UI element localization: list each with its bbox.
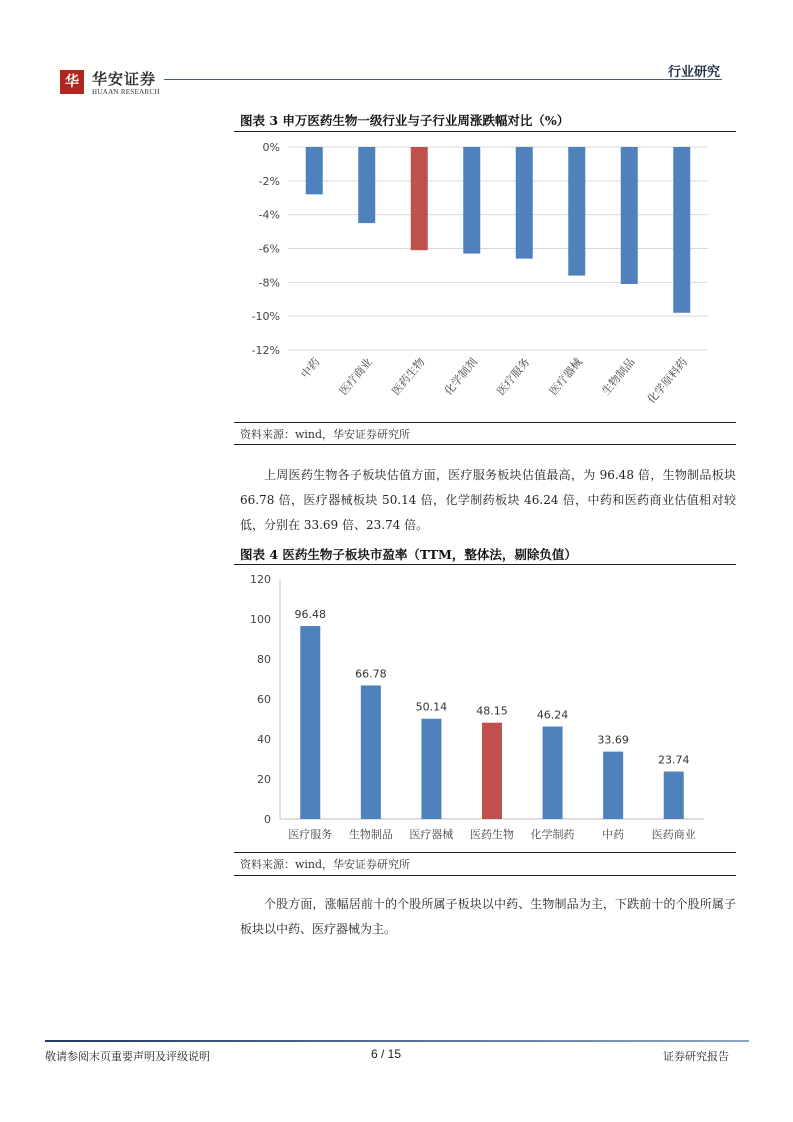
y-tick-label: -2% [258, 174, 280, 188]
y-tick-label: 60 [257, 693, 271, 706]
x-tick-label: 中药 [298, 355, 323, 381]
header-divider [164, 79, 722, 80]
x-tick-label: 医疗器械 [409, 828, 454, 841]
data-label: 48.15 [476, 704, 508, 718]
x-tick-label: 医疗服务 [494, 355, 533, 398]
bar [361, 685, 381, 819]
figure4-source-rule [234, 852, 736, 853]
figure3-source-rule [234, 422, 736, 423]
logo-name-en: HUAAN RESEARCH [92, 88, 160, 96]
footer-divider [45, 1040, 749, 1042]
x-tick-label: 化学原料药 [644, 355, 691, 407]
figure3-chart [234, 132, 736, 420]
x-tick-label: 医药商业 [651, 828, 696, 841]
y-tick-label: 0 [264, 813, 271, 826]
page-number: 6 / 15 [371, 1047, 402, 1061]
bar [543, 727, 563, 819]
bar [411, 147, 428, 250]
x-tick-label: 医疗器械 [546, 355, 586, 398]
bar [673, 147, 690, 313]
y-tick-label: -4% [258, 208, 280, 222]
body-paragraph-valuation [240, 463, 736, 538]
company-logo [60, 66, 160, 100]
x-tick-label: 化学制剂 [441, 355, 481, 398]
bar [516, 147, 533, 259]
footer-report-type: 证券研究报告 [663, 1050, 729, 1063]
bar [300, 626, 320, 819]
data-label: 66.78 [355, 667, 387, 681]
data-label: 96.48 [294, 608, 327, 622]
x-tick-label: 医疗商业 [336, 355, 376, 398]
figure3-title: 图表 3 申万医药生物一级行业与子行业周涨跌幅对比（%） [240, 113, 570, 128]
bar [306, 147, 323, 194]
report-category: 行业研究 [667, 65, 720, 80]
data-label: 50.14 [415, 700, 448, 714]
y-tick-label: -6% [258, 242, 280, 256]
figure3-source: 资料来源：wind，华安证券研究所 [240, 428, 411, 441]
x-tick-label: 医疗服务 [288, 828, 333, 841]
figure4-top-rule [234, 564, 736, 565]
y-tick-label: 100 [250, 613, 271, 626]
data-label: 46.24 [536, 708, 569, 722]
bar [664, 772, 684, 819]
y-tick-label: 40 [257, 733, 271, 746]
bar [603, 752, 623, 819]
x-tick-label: 医药生物 [470, 828, 514, 841]
footer-disclaimer: 敬请参阅末页重要声明及评级说明 [45, 1050, 210, 1063]
paragraph-text: 上周医药生物各子板块估值方面，医疗服务板块估值最高，为 96.48 倍，生物制品板块 66.78 倍，医疗器械板块 50.14 倍，化学制药板块 46.24 倍，中药和医药商业估值相对较低，分别在 33.69 倍、23.74 倍。 [240, 468, 736, 532]
logo-name-cn: 华安证券 [92, 70, 157, 88]
bar [463, 147, 480, 254]
bar [568, 147, 585, 276]
bar [358, 147, 375, 223]
y-tick-label: -10% [251, 310, 280, 324]
x-tick-label: 医药生物 [389, 355, 428, 398]
figure4-bottom-rule [234, 875, 736, 876]
y-tick-label: 20 [257, 773, 271, 786]
body-paragraph-stocks [240, 892, 736, 942]
figure4-source: 资料来源：wind，华安证券研究所 [240, 858, 411, 871]
data-label: 23.74 [657, 753, 690, 767]
y-tick-label: 120 [250, 573, 271, 586]
data-label: 33.69 [597, 733, 629, 747]
bar [621, 147, 638, 284]
bar [482, 723, 502, 819]
y-tick-label: -12% [251, 344, 280, 357]
bar [421, 719, 441, 819]
x-tick-label: 生物制品 [599, 355, 638, 398]
logo-seal-icon: 华 [60, 70, 84, 94]
x-tick-label: 生物制品 [348, 828, 393, 841]
x-tick-label: 化学制药 [530, 828, 575, 841]
y-tick-label: -8% [258, 276, 280, 290]
paragraph-text: 个股方面，涨幅居前十的个股所属子板块以中药、生物制品为主，下跌前十的个股所属子板块以中药、医疗器械为主。 [240, 897, 736, 936]
figure4-title: 图表 4 医药生物子板块市盈率（TTM，整体法，剔除负值） [240, 547, 577, 562]
y-tick-label: 80 [257, 653, 271, 666]
figure3-bottom-rule [234, 444, 736, 445]
x-tick-label: 中药 [602, 828, 625, 841]
y-tick-label: 0% [262, 141, 280, 154]
figure4-chart [234, 566, 736, 852]
